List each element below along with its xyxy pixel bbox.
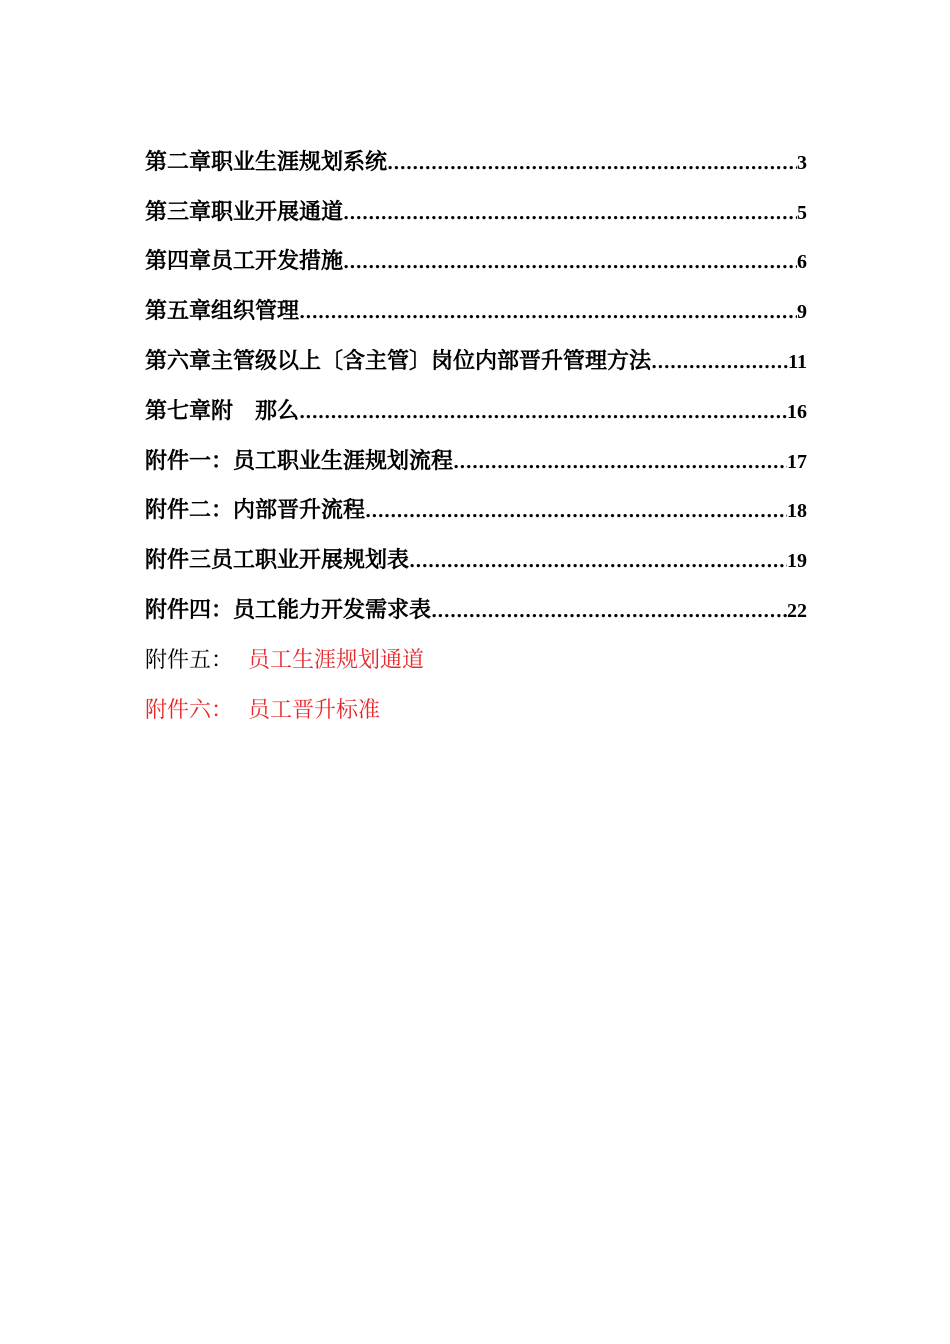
toc-dot-leader: [409, 551, 787, 574]
toc-prefix: 附件五：: [145, 647, 234, 673]
toc-page-number: 19: [787, 550, 807, 573]
toc-dot-leader: [387, 153, 797, 176]
toc-prefix: 第四章: [145, 248, 212, 275]
toc-page-number: 6: [797, 251, 807, 274]
toc-prefix: 附件四：: [145, 596, 234, 623]
toc-title: 职业开展通道: [211, 198, 344, 225]
toc-title: 员工生涯规划通道: [248, 647, 425, 673]
toc-prefix: 第五章: [145, 298, 212, 325]
toc-entry-chapter-7[interactable]: [145, 375, 807, 425]
toc-dot-leader: [343, 252, 797, 275]
toc-prefix: 第六章: [145, 347, 212, 374]
toc-prefix: 附件二：: [145, 497, 234, 524]
toc-title: 员工开发措施: [211, 248, 344, 275]
toc-dot-leader: [299, 402, 787, 425]
toc-title: 员工职业生涯规划流程: [233, 447, 454, 474]
toc-page-number: 3: [797, 151, 807, 174]
toc-entry-chapter-4[interactable]: [145, 226, 807, 276]
toc-title: 员工职业开展规划表: [211, 547, 410, 574]
toc-dot-leader: [299, 302, 797, 325]
toc-page-number: 16: [787, 400, 807, 423]
toc-prefix: 附件三: [145, 547, 212, 574]
toc-entry-appendix-5[interactable]: [145, 624, 807, 674]
toc-page-number: 22: [787, 599, 807, 622]
toc-entry-chapter-3[interactable]: [145, 176, 807, 226]
toc-prefix: 第二章: [145, 148, 212, 175]
toc-entry-chapter-6[interactable]: [145, 325, 807, 375]
table-of-contents: [145, 126, 807, 724]
toc-page-number: 9: [797, 301, 807, 324]
toc-dot-leader: [453, 452, 787, 475]
toc-title: 组织管理: [211, 298, 300, 325]
toc-page-number: 17: [787, 450, 807, 473]
toc-dot-leader: [651, 352, 788, 375]
toc-entry-appendix-4[interactable]: [145, 574, 807, 624]
toc-title: 员工能力开发需求表: [233, 596, 432, 623]
toc-entry-appendix-1[interactable]: [145, 425, 807, 475]
toc-prefix: 附件六：: [145, 697, 234, 723]
toc-entry-appendix-3[interactable]: [145, 524, 807, 574]
toc-page-number: 18: [787, 500, 807, 523]
toc-prefix: 第三章: [145, 198, 212, 225]
toc-title: 职业生涯规划系统: [211, 148, 388, 175]
toc-entry-appendix-2[interactable]: [145, 475, 807, 525]
toc-title: 内部晋升流程: [233, 497, 366, 524]
toc-dot-leader: [365, 501, 787, 524]
toc-page-number: 11: [788, 350, 807, 373]
toc-title: 主管级以上〔含主管〕岗位内部晋升管理方法: [211, 347, 652, 374]
toc-page-number: 5: [797, 201, 807, 224]
toc-prefix: 附件一：: [145, 447, 234, 474]
toc-prefix: 第七章: [145, 397, 212, 424]
toc-entry-appendix-6[interactable]: [145, 674, 807, 724]
toc-title: 附 那么: [211, 397, 300, 424]
toc-title: 员工晋升标准: [248, 697, 381, 723]
toc-entry-chapter-5[interactable]: [145, 275, 807, 325]
toc-dot-leader: [343, 203, 797, 226]
toc-dot-leader: [431, 601, 787, 624]
toc-entry-chapter-2[interactable]: [145, 126, 807, 176]
